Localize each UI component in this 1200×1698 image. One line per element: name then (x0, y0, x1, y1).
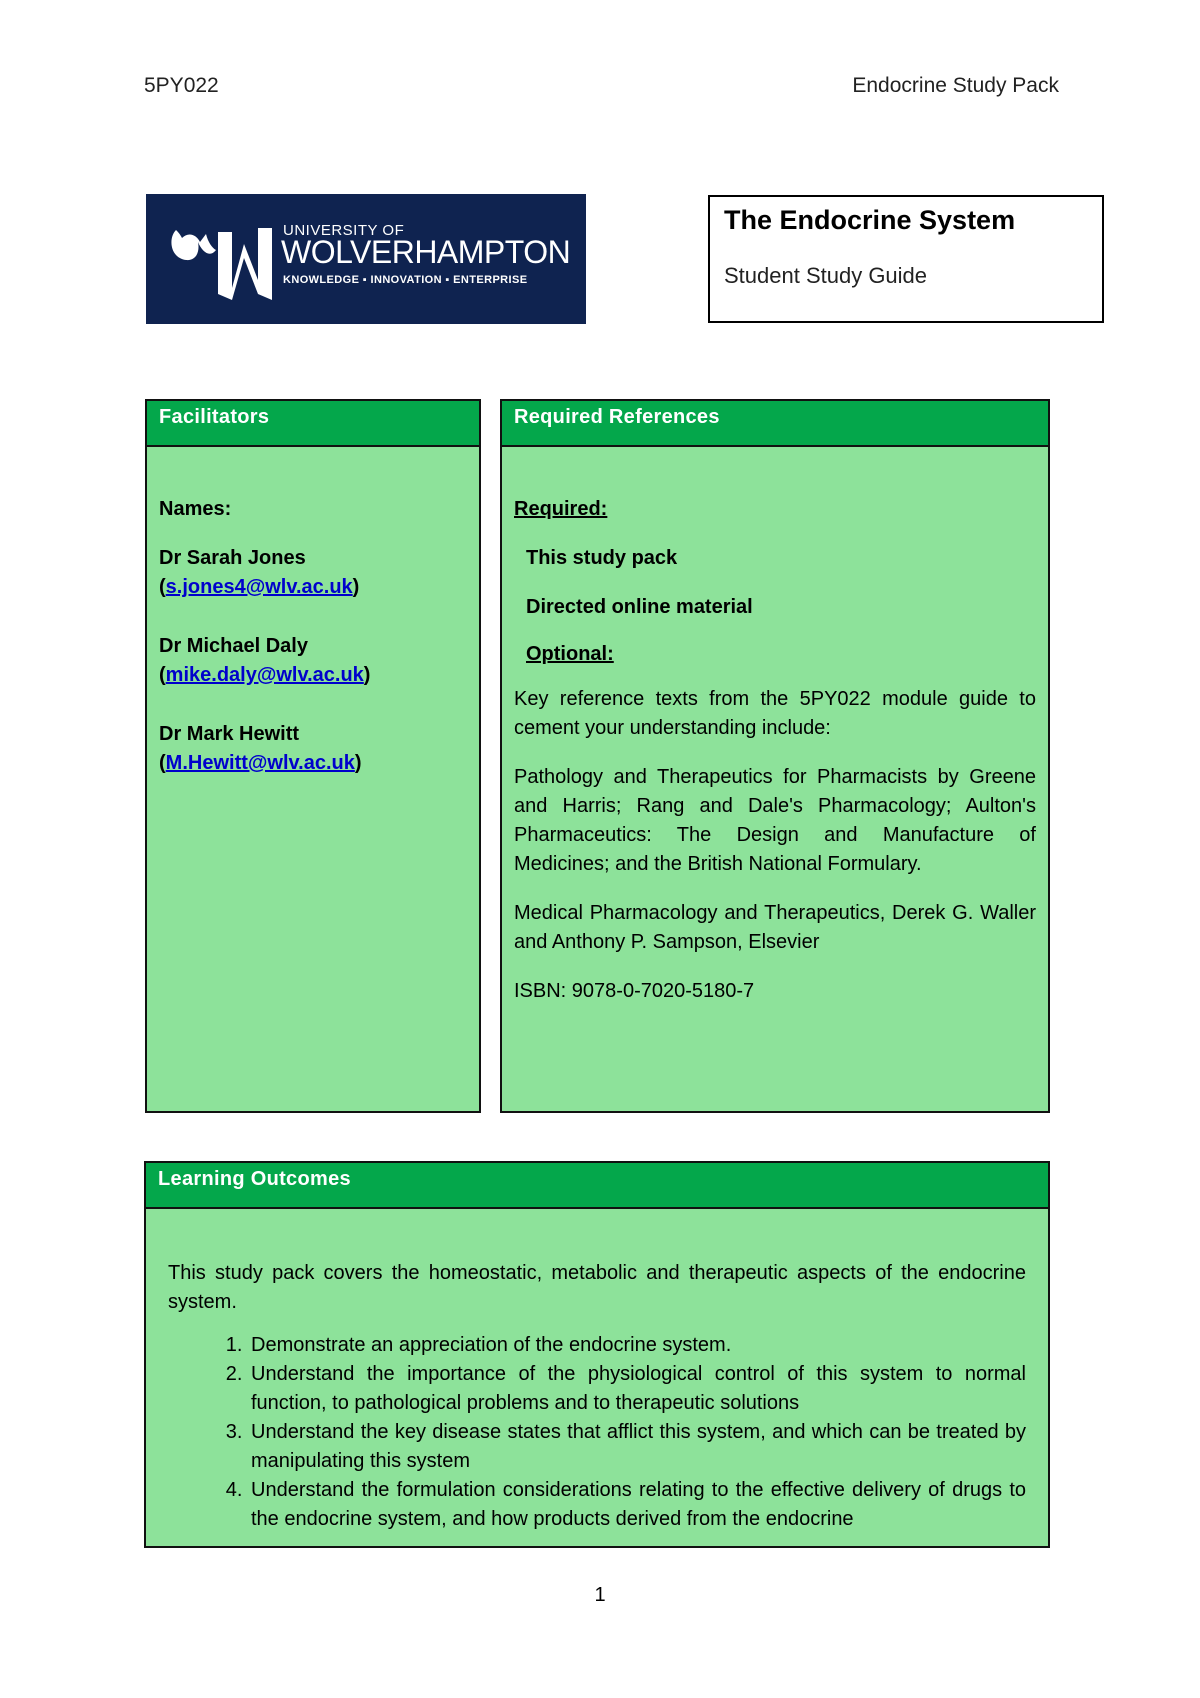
learning-outcome-item: 3. Understand the key disease states that afflict this system, and which can be treated by manipulating this system (248, 1418, 1026, 1476)
facilitator-entry: Dr Sarah Jones (s.jones4@wlv.ac.uk) (159, 544, 467, 602)
references-heading: Required References (502, 401, 1048, 447)
header-document-title: Endocrine Study Pack (852, 74, 1059, 97)
learning-outcome-item: 1. Demonstrate an appreciation of the endocrine system. (248, 1331, 1026, 1360)
learning-outcomes-list (168, 1331, 1026, 1534)
logo-line-university-of: UNIVERSITY OF (283, 222, 405, 239)
learning-outcomes-intro: This study pack covers the homeostatic, metabolic and therapeutic aspects of the endocrine system. (168, 1262, 1026, 1313)
logo-tagline: KNOWLEDGE ▪ INNOVATION ▪ ENTERPRISE (283, 274, 528, 286)
facilitator-email-link[interactable]: s.jones4@wlv.ac.uk (165, 576, 353, 598)
optional-label: Optional: (526, 643, 614, 665)
required-references-panel (500, 399, 1050, 1113)
facilitator-entry: Dr Mark Hewitt (M.Hewitt@wlv.ac.uk) (159, 720, 467, 778)
learning-outcomes-panel (144, 1161, 1050, 1548)
required-item: This study pack (526, 547, 678, 569)
facilitator-name: Dr Michael Daly (159, 635, 308, 657)
learning-outcome-item: 4. Understand the formulation considerations relating to the effective delivery of drugs to the endocrine system, and how products derived from the endocrine (248, 1476, 1026, 1534)
required-item: Directed online material (526, 596, 753, 618)
facilitator-email-link[interactable]: M.Hewitt@wlv.ac.uk (165, 752, 355, 774)
names-label: Names: (159, 498, 232, 520)
facilitators-panel (145, 399, 481, 1113)
reference-texts: Pathology and Therapeutics for Pharmacists by Greene and Harris; Rang and Dale's Pharmacology; Aulton's Pharmaceutics: The Design and Manufacture of Medicines; and the British National Formulary. (514, 766, 1036, 875)
university-logo (146, 194, 586, 324)
facilitator-name: Dr Mark Hewitt (159, 723, 300, 745)
facilitator-email-link[interactable]: mike.daly@wlv.ac.uk (165, 664, 364, 686)
document-subtitle: Student Study Guide (724, 263, 928, 288)
reference-isbn: ISBN: 9078-0-7020-5180-7 (514, 980, 755, 1002)
document-title: The Endocrine System (724, 205, 1016, 235)
page-number: 1 (594, 1584, 606, 1606)
learning-outcome-item: 2. Understand the importance of the physiological control of this system to normal function, to pathological problems and to therapeutic solutions (248, 1360, 1026, 1418)
facilitators-heading: Facilitators (147, 401, 479, 447)
reference-book: Medical Pharmacology and Therapeutics, Derek G. Waller and Anthony P. Sampson, Elsevier (514, 902, 1036, 953)
facilitator-entry: Dr Michael Daly (mike.daly@wlv.ac.uk) (159, 632, 467, 690)
learning-outcomes-heading: Learning Outcomes (146, 1163, 1048, 1209)
title-box (708, 195, 1104, 323)
logo-line-wolverhampton: WOLVERHAMPTON (281, 234, 571, 270)
header-module-code: 5PY022 (144, 74, 219, 97)
wolverhampton-emblem-icon (166, 214, 286, 304)
required-label: Required: (514, 498, 608, 520)
facilitator-name: Dr Sarah Jones (159, 547, 306, 569)
references-intro: Key reference texts from the 5PY022 module guide to cement your understanding include: (514, 688, 1036, 739)
